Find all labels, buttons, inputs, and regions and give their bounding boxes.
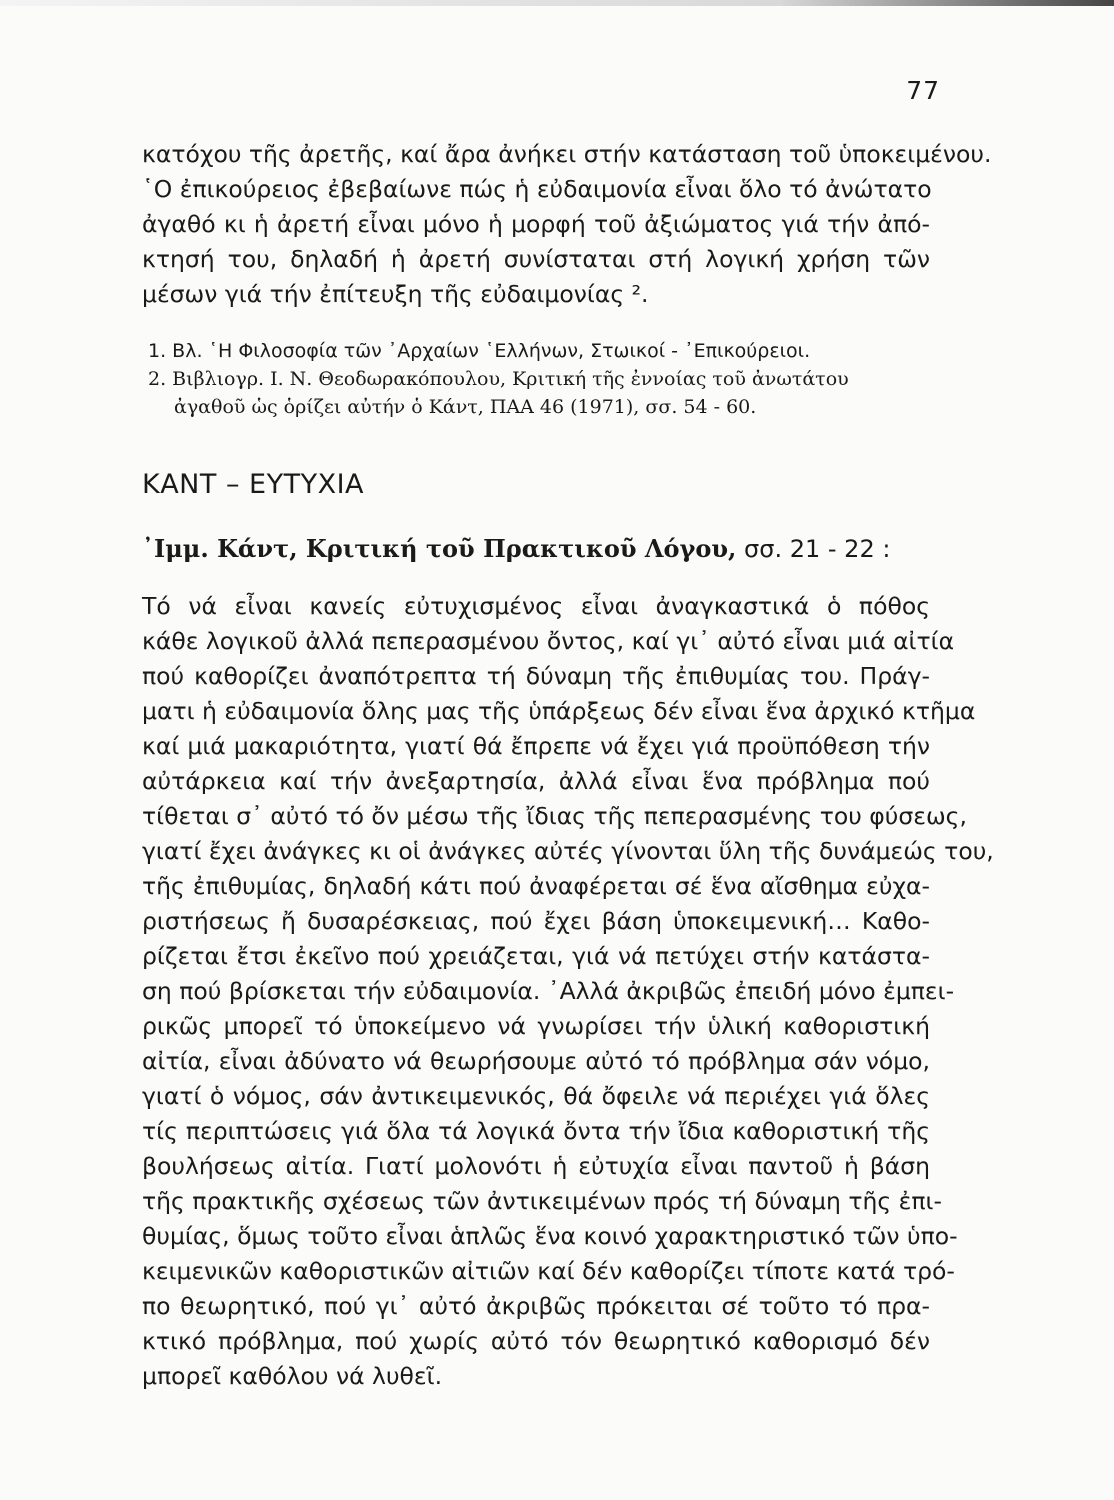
text-line: τῆς πρακτικῆς σχέσεως τῶν ἀντικειμένων πρός τή δύναμη τῆς ἐπι- (142, 1187, 942, 1215)
citation-pages: σσ. 21 - 22 : (736, 535, 891, 563)
footnote-2: 2. Βιβλιογρ. Ι. Ν. Θεοδωρακόπουλου, Κριτική τῆς ἐννοίας τοῦ ἀνωτάτου (148, 368, 849, 390)
text-line: τῆς ἐπιθυμίας, δηλαδή κάτι πού ἀναφέρεται σέ ἕνα αἴσθημα εὐχα- (142, 872, 930, 900)
text-line: ματι ἡ εὐδαιμονία ὅλης μας τῆς ὑπάρξεως δέν εἶναι ἕνα ἀρχικό κτῆμα (142, 697, 976, 725)
text-line: καί μιά μακαριότητα, γιατί θά ἔπρεπε νά ἔχει γιά προϋπόθεση τήν (142, 732, 930, 760)
footnotes (142, 337, 930, 421)
text-line: τίθεται σ᾿ αὐτό τό ὄν μέσω τῆς ἴδιας τῆς πεπερασμένης του φύσεως, (142, 802, 967, 830)
text-line: αἰτία, εἶναι ἀδύνατο νά θεωρήσουμε αὐτό τό πρόβλημα σάν νόμο, (142, 1047, 930, 1075)
text-line: ριστήσεως ἤ δυσαρέσκειας, πού ἔχει βάση ὑποκειμενική… Καθο- (142, 907, 930, 935)
intro-paragraph (142, 137, 992, 312)
text-line: μπορεῖ καθόλου νά λυθεῖ. (142, 1362, 443, 1390)
text-line: βουλήσεως αἰτία. Γιατί μολονότι ἡ εὐτυχία εἶναι παντοῦ ἡ βάση (142, 1152, 930, 1180)
text-line: γιατί ὁ νόμος, σάν ἀντικειμενικός, θά ὄφειλε νά περιέχει γιά ὅλες (142, 1082, 930, 1110)
source-citation (142, 534, 890, 563)
text-line: ἀγαθό κι ἡ ἀρετή εἶναι μόνο ἡ μορφή τοῦ ἀξιώματος γιά τήν ἀπό- (142, 210, 930, 238)
page-number: 77 (906, 76, 940, 105)
text-line: ῾Ο ἐπικούρειος ἐβεβαίωνε πώς ἡ εὐδαιμονία εἶναι ὅλο τό ἀνώτατο (142, 175, 932, 203)
citation-title: ᾿Ιμμ. Κάντ, Κριτική τοῦ Πρακτικοῦ Λόγου, (142, 534, 737, 563)
text-line: κτικό πρόβλημα, πού χωρίς αὐτό τόν θεωρητικό καθορισμό δέν (142, 1327, 930, 1355)
text-line: κάθε λογικοῦ ἀλλά πεπερασμένου ὄντος, καί γι᾿ αὐτό εἶναι μιά αἰτία (142, 627, 955, 655)
text-line: ρίζεται ἔτσι ἐκεῖνο πού χρειάζεται, γιά νά πετύχει στήν κατάστα- (142, 942, 930, 970)
text-line: Τό νά εἶναι κανείς εὐτυχισμένος εἶναι ἀναγκαστικά ὁ πόθος (142, 592, 930, 620)
scan-edge (0, 0, 1114, 6)
text-line: κτησή του, δηλαδή ἡ ἀρετή συνίσταται στή λογική χρήση τῶν (142, 245, 930, 273)
text-line: κειμενικῶν καθοριστικῶν αἰτιῶν καί δέν καθορίζει τίποτε κατά τρό- (142, 1257, 955, 1285)
text-line: τίς περιπτώσεις γιά ὅλα τά λογικά ὄντα τήν ἴδια καθοριστική τῆς (142, 1117, 930, 1145)
footnote-2-continued: ἀγαθοῦ ὡς ὁρίζει αὐτήν ὁ Κάντ, ΠΑΑ 46 (1971), σσ. 54 - 60. (174, 396, 757, 418)
text-line: θυμίας, ὅμως τοῦτο εἶναι ἁπλῶς ἕνα κοινό χαρακτηριστικό τῶν ὑπο- (142, 1222, 958, 1250)
text-line: κατόχου τῆς ἀρετῆς, καί ἄρα ἀνήκει στήν κατάσταση τοῦ ὑποκειμένου. (142, 140, 992, 168)
footnote-1: 1. Βλ. ῾Η Φιλοσοφία τῶν ᾿Αρχαίων ῾Ελλήνων, Στωικοί - ᾿Επικούρειοι. (148, 340, 811, 362)
text-line: πο θεωρητικό, πού γι᾿ αὐτό ἀκριβῶς πρόκειται σέ τοῦτο τό πρα- (142, 1292, 930, 1320)
text-line: αὐτάρκεια καί τήν ἀνεξαρτησία, ἀλλά εἶναι ἕνα πρόβλημα πού (142, 767, 930, 795)
section-title: ΚΑΝΤ – ΕΥΤΥΧΙΑ (142, 469, 364, 500)
text-line: ρικῶς μπορεῖ τό ὑποκείμενο νά γνωρίσει τήν ὑλική καθοριστική (142, 1012, 930, 1040)
text-line: γιατί ἔχει ἀνάγκες κι οἱ ἀνάγκες αὐτές γίνονται ὕλη τῆς δυνάμεώς του, (142, 837, 994, 865)
text-line: ση πού βρίσκεται τήν εὐδαιμονία. ᾿Αλλά ἀκριβῶς ἐπειδή μόνο ἐμπει- (142, 977, 955, 1005)
kant-quote (142, 589, 994, 1394)
text-line: πού καθορίζει ἀναπότρεπτα τή δύναμη τῆς ἐπιθυμίας του. Πράγ- (142, 662, 930, 690)
text-line: μέσων γιά τήν ἐπίτευξη τῆς εὐδαιμονίας ². (142, 280, 649, 308)
